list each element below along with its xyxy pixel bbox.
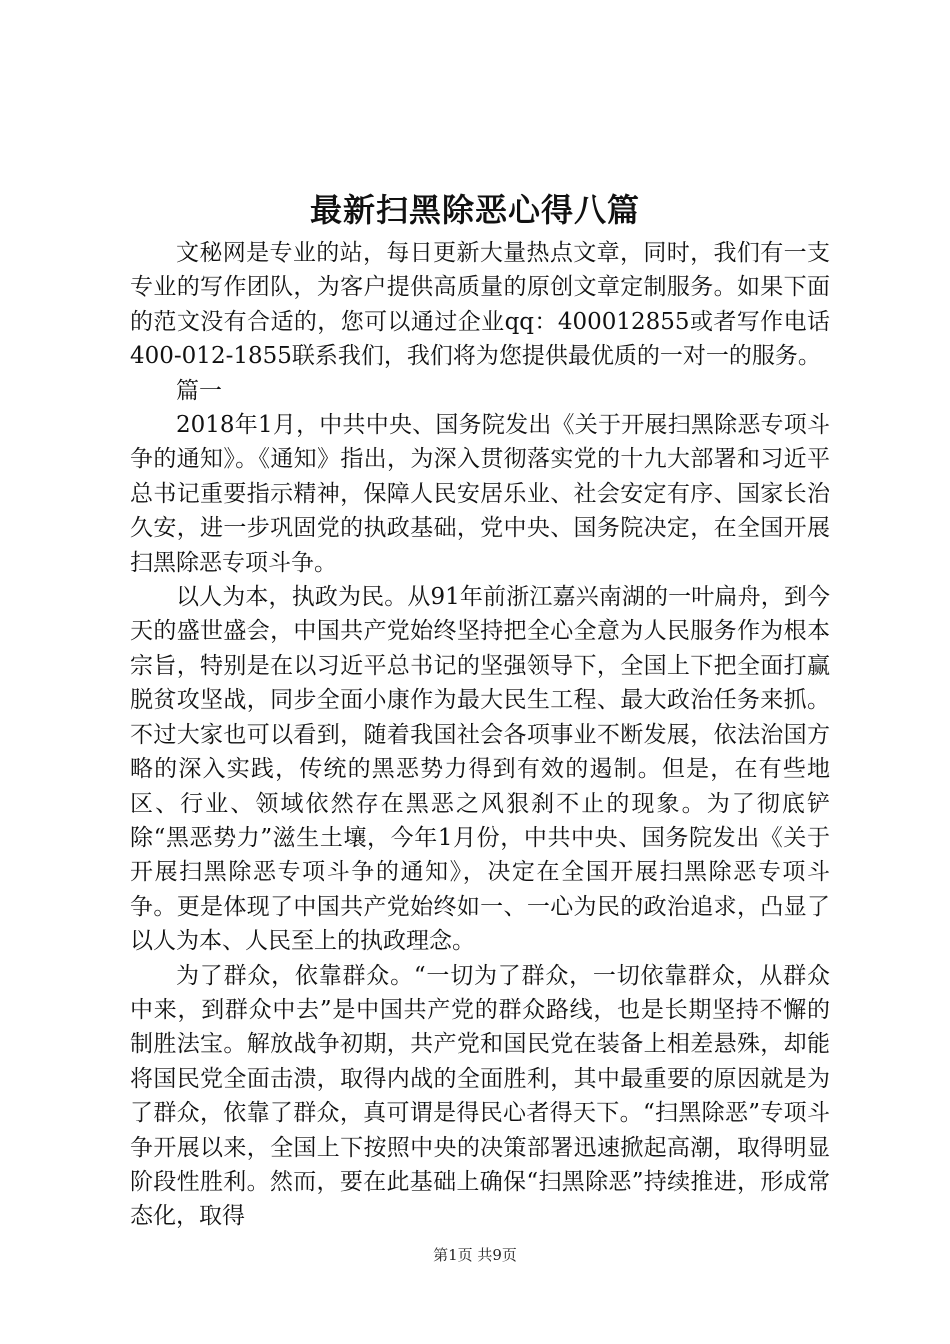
paragraph-section-heading: 篇一 xyxy=(176,377,222,404)
paragraph-intro: 文秘网是专业的站，每日更新大量热点文章，同时，我们有一支专业的写作团队，为客户提供高质量的原创文章定制服务。如果下面的范文没有合适的，您可以通过企业qq：400012855或者写作电话400-012-1855联系我们，我们将为您提供最优质的一对一的服务。 xyxy=(130,240,830,370)
paragraph-body-3: 为了群众，依靠群众。“一切为了群众，一切依靠群众，从群众中来，到群众中去”是中国共产党的群众路线，也是长期坚持不懈的制胜法宝。解放战争初期，共产党和国民党在装备上相差悬殊，却能将国民党全面击溃，取得内战的全面胜利，其中最重要的原因就是为了群众，依靠了群众，真可谓是得民心者得天下。“扫黑除恶”专项斗争开展以来，全国上下按照中央的决策部署迅速掀起高潮，取得明显阶段性胜利。然而，要在此基础上确保“扫黑除恶”持续推进，形成常态化，取得 xyxy=(130,962,830,1230)
paragraph-body-1: 2018年1月，中共中央、国务院发出《关于开展扫黑除恶专项斗争的通知》。《通知》指出，为深入贯彻落实党的十九大部署和习近平总书记重要指示精神，保障人民安居乐业、社会安定有序、国家长治久安，进一步巩固党的执政基础，党中央、国务院决定，在全国开展扫黑除恶专项斗争。 xyxy=(130,412,830,576)
document-body xyxy=(130,236,830,1234)
paragraph-body-2: 以人为本，执政为民。从91年前浙江嘉兴南湖的一叶扁舟，到今天的盛世盛会，中国共产党始终坚持把全心全意为人民服务作为根本宗旨，特别是在以习近平总书记的坚强领导下，全国上下把全面打赢脱贫攻坚战，同步全面小康作为最大民生工程、最大政治任务来抓。不过大家也可以看到，随着我国社会各项事业不断发展，依法治国方略的深入实践，传统的黑恶势力得到有效的遏制。但是，在有些地区、行业、领域依然存在黑恶之风狠刹不止的现象。为了彻底铲除“黑恶势力”滋生土壤，今年1月份，中共中央、国务院发出《关于开展扫黑除恶专项斗争的通知》，决定在全国开展扫黑除恶专项斗争。更是体现了中国共产党始终如一、一心为民的政治追求，凸显了以人为本、人民至上的执政理念。 xyxy=(130,584,830,955)
document-title: 最新扫黑除恶心得八篇 xyxy=(309,191,640,229)
page-footer: 第1页 共9页 xyxy=(433,1246,517,1264)
